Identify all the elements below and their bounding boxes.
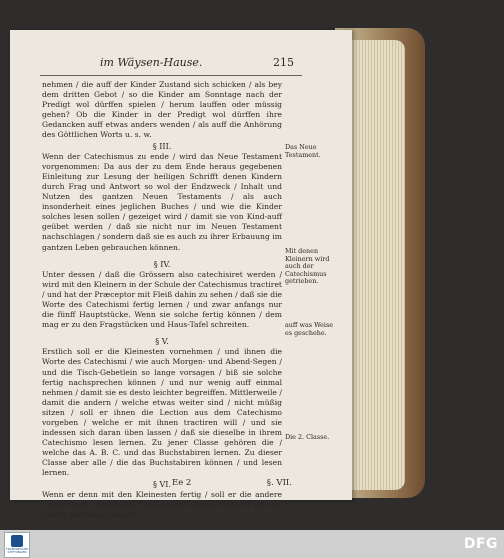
book-page	[10, 30, 352, 519]
paragraph-6: Wenn er denn mit den Kleinesten fertig / soll er die andere Classe auch vornehmen / und das mit ihnen treiben / was sie haben überlesen müssen.	[42, 489, 282, 519]
signature-mark: Ee 2	[172, 478, 192, 488]
paragraph-5: Erstlich soll er die Kleinesten vornehmen / und ihnen die Worte des Catechismi / wie auch Morgen- und Abend-Segen / und die Tisch-Gebetlein so lange vorsagen / biß sie solche fertig nachsprechen können / und nur wenig auff einmal nehmen / damit sie es desto leichter begreiffen. Mittlerweile / damit die andern / welche etwas weiter sind / nicht müßig sitzen / soll er ihnen die Lection aus dem Catechismo vorgeben / welche er mit ihnen tractiren will / und sie indessen sich daran üben lassen / daß sie dieselbe in ihrem Catechismo lesen lernen. Zu jener Classe gehören die / welche das A. B. C. und das Buchstabiren lernen. Zu dieser Classe aber alle / die das Buchstabiren können / und lesen lernen.	[42, 347, 282, 478]
margin-note-6: Die 2. Classe.	[285, 433, 330, 441]
running-head	[10, 56, 352, 74]
section-3-heading: § III.	[152, 141, 172, 151]
running-title: im Wäysen-Hause.	[100, 56, 203, 69]
margin-note-5: auff was Weise es geschehe.	[285, 321, 334, 337]
book-page-stack	[345, 40, 405, 490]
paragraph-4: Unter dessen / daß die Grössern also catechisiret werden / wird mit den Kleinern in der Schule der Catechismus tractiret / und hat der Præceptor mit Fleiß dahin zu sehen / daß sie die Worte des Catechismi fertig lernen / und zwar anfangs nur die fünff Hauptstücke. Wenn sie solche fertig können / dem mag er zu den Fragstücken und Haus-Tafel schreiten.	[42, 269, 282, 330]
page-number: 215	[273, 56, 294, 69]
section-4-heading: § IV.	[153, 259, 171, 269]
margin-note-3: Das Neue Testament.	[285, 143, 321, 159]
foundation-logo[interactable]	[4, 532, 30, 558]
margin-note-4: Mit denen Kleinern wird auch der Catechismus getrieben.	[285, 247, 330, 286]
section-5-heading: § V.	[155, 337, 169, 347]
section-6-heading: § VI.	[152, 479, 172, 489]
paragraph-3: Wenn der Catechismus zu ende / wird das Neue Testament vorgenommen: Da aus der zu dem Ende heraus gegebenen Einleitung zur Lesung der heiligen Schrifft denen Kindern durch Frag und Antwort so wol der Endzweck / Inhalt und Nutzen des gantzen Neuen Testaments / als auch insonderheit eines jeglichen Buches / und wie die Kinder solches lesen sollen / gezeiget wird / damit sie von Kind-auff geübet werden / daß sie nicht nur im Neuen Testament nachschlagen / sondern daß sie es auch zu ihrer Erbauung im gantzen Leben gebrauchen können.	[42, 151, 282, 252]
catchword: §. VII.	[266, 478, 292, 488]
logo-icon	[11, 535, 23, 547]
header-rule	[40, 75, 302, 76]
viewer-footer-bar	[0, 530, 504, 558]
dfg-logo[interactable]: DFG	[463, 536, 498, 552]
body-text	[42, 80, 282, 520]
paragraph-intro: nehmen / die auff der Kinder Zustand sich schicken / als bey dem dritten Gebot / so die Kinder am Sonntage nach der Predigt wol dürffen spielen / herum lauffen oder müssig gehen? Ob die Kinder in der Predigt wol dürffen ihre Gedancken auff etwas anders wenden / als auff die Anhörung des Göttlichen Worts u. s. w.	[42, 80, 282, 140]
page-footer	[42, 478, 312, 490]
logo-text: FRANCKESCHE STIFTUNGEN	[6, 547, 29, 555]
